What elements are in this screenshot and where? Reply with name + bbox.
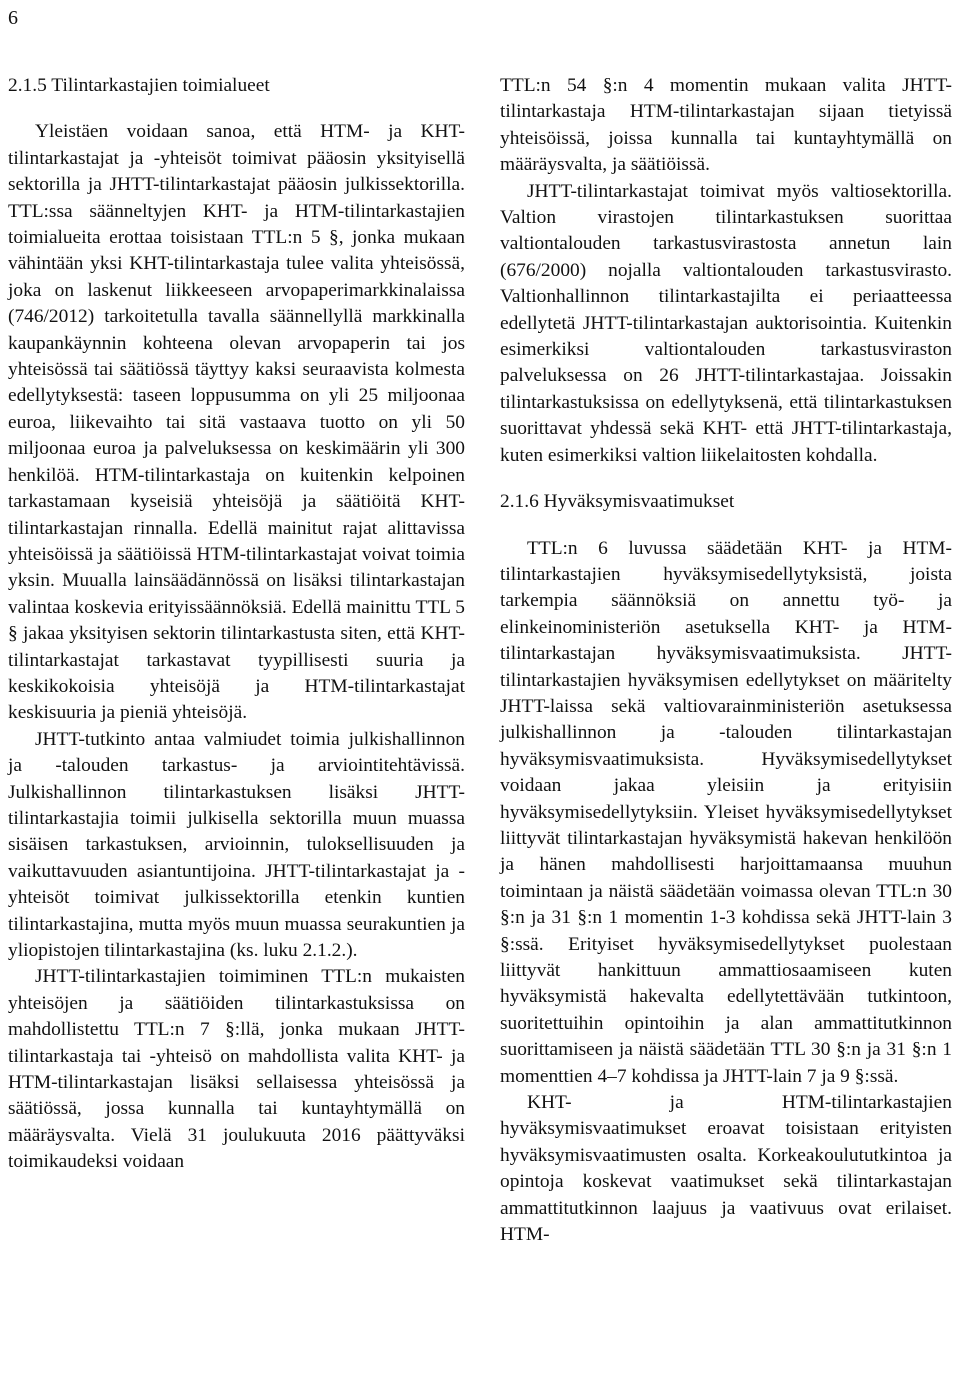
right-paragraph-3: TTL:n 6 luvussa säädetään KHT- ja HTM-tilintarkastajien hyväksymisedellytyksistä, joista tarkempia säännöksiä on annettu työ- ja elinkeinoministeriön asetuksella KHT- ja HTM-tilintarkastajan hyväksymisvaatimuksista. JHTT-tilintarkastajien hyväksymisen edellytykset on määritelty JHTT-laissa sekä valtiovarainministeriön asetuksessa julkishallinnon ja -talouden tilintarkastajan hyväksymisvaatimuksista. Hyväksymisedellytykset voidaan jakaa yleisiin ja erityisiin hyväksymisedellytyksiin. Yleiset hyväksymisedellytykset liittyvät tilintarkastajan hyväksymistä hakevan henkilöön ja hänen mahdollisesti harjoittamaansa muuhun toimintaan ja näistä säädetään voimassa olevan TTL:n 30 §:n ja 31 §:n 1 momentin 1-3 kohdissa sekä JHTT-lain 3 §:ssä. Erityiset hyväksymisedellytykset puolestaan liittyvät hankittuun ammattiosaamiseen kuten hyväksymistä hakevalta edellytettävään tutkintoon, suoritettuihin opintoihin ja alan ammattitutkinnon suorittamiseen ja näistä säädetään TTL 30 §:n ja 31 §:n 1 momenttien 4–7 kohdissa ja JHTT-lain 7 ja 9 §:ssä.	[500, 537, 952, 1087]
left-paragraph-1: Yleistäen voidaan sanoa, että HTM- ja KHT-tilintarkastajat ja -yhteisöt toimivat pääosin yksityisellä sektorilla ja JHTT-tilintarkastajat pääosin julkissektorilla. TTL:ssa säänneltyjen KHT- ja HTM-tilintarkastajien toimialueita erottaa toisistaan TTL:n 5 §, jonka mukaan vähintään yksi KHT-tilintarkastaja tulee valita yhteisössä, joka on laskenut liikkeeseen arvopaperimarkkinalaissa (746/2012) tarkoitetulla tavalla säännellyllä markkinalla kaupankäynnin kohteena olevan arvopaperin tai jos yhteisössä tai säätiössä täyttyy kaksi seuraavista kolmesta edellytyksestä: taseen loppusumma on yli 25 miljoonaa euroa, liikevaihto tai sitä vastaava tuotto on yli 50 miljoonaa euroa ja palveluksessa on keskimäärin yli 300 henkilöä. HTM-tilintarkastaja on kuitenkin kelpoinen tarkastamaan kyseisiä yhteisöjä ja säätiöitä KHT-tilintarkastajan rinnalla. Edellä mainitut rajat alittavissa yhteisöissä ja säätiöissä HTM-tilintarkastajat voivat toimia yksin. Muualla lainsäädännössä on lisäksi tilintarkastajan valintaa koskevia erityissäännöksiä. Edellä mainittu TTL 5 § jakaa yksityisen sektorin tilintarkastusta siten, että KHT-tilintarkastajat tarkastavat tyypillisesti suuria ja keskikokoisia yhteisöjä ja HTM-tilintarkastajat keskisuuria ja pieniä yhteisöjä.	[8, 121, 465, 724]
section-heading-2-1-6: 2.1.6 Hyväksymisvaatimukset	[500, 491, 735, 513]
page-number: 6	[8, 7, 18, 29]
left-column	[8, 73, 465, 1176]
section-heading-2-1-5: 2.1.5 Tilintarkastajien toimialueet	[8, 75, 270, 96]
right-paragraph-2: JHTT-tilintarkastajat toimivat myös valtiosektorilla. Valtion virastojen tilintarkastuksen suorittaa valtiontalouden tarkastusvirastosta annetun lain (676/2000) nojalla valtiontalouden tarkastusvirasto. Valtionhallinnon tilintarkastajilta ei periaatteessa edellytetä JHTT-tilintarkastajan auktorisointia. Kuitenkin esimerkiksi valtiontalouden tarkastusviraston palveluksessa on 26 JHTT-tilintarkastajaa. Joissakin tilintarkastuksissa on edellytyksenä, että tilintarkastuksen suorittavat yhdessä sekä KHT- että JHTT-tilintarkastaja, kuten esimerkiksi valtion liikelaitosten kohdalla.	[500, 180, 952, 466]
left-paragraph-2: JHTT-tutkinto antaa valmiudet toimia julkishallinnon ja -talouden tarkastus- ja arviointitehtävissä. Julkishallinnon tilintarkastuksen lisäksi JHTT-tilintarkastajia toimii julkisella sektorilla muun muassa sisäisen tarkastuksen, arvioinnin, tuloksellisuuden ja vaikuttavuuden asiantuntijoina. JHTT-tilintarkastajat ja -yhteisöt toimivat julkissektorilla etenkin kuntien tilintarkastajina, mutta myös muun muassa seurakuntien ja yliopistojen tilintarkastajina (ks. luku 2.1.2.).	[8, 728, 465, 961]
right-paragraph-continued: TTL:n 54 §:n 4 momentin mukaan valita JHTT-tilintarkastaja HTM-tilintarkastajan sijaan tietyissä yhteisöissä, joissa kunnalla tai kuntayhtymällä on määräysvalta, ja säätiöissä.	[500, 75, 952, 176]
right-paragraph-4: KHT- ja HTM-tilintarkastajien hyväksymisvaatimukset eroavat toisistaan erityisten hyväksymisvaatimusten osalta. Korkeakoulututkintoa ja opintoja koskevat vaatimukset sekä tilintarkastajan ammattitutkinnon laajuus ja vaativuus ovat erilaiset. HTM-	[500, 1092, 952, 1246]
right-column	[500, 73, 952, 1248]
left-paragraph-3: JHTT-tilintarkastajien toimiminen TTL:n mukaisten yhteisöjen ja säätiöiden tilintarkastuksissa on mahdollistettu TTL:n 7 §:llä, jonka mukaan JHTT-tilintarkastaja tai -yhteisö on mahdollista valita KHT- ja HTM-tilintarkastajan lisäksi sellaisessa yhteisössä ja säätiössä, jossa kunnalla tai kuntayhtymällä on määräysvalta. Vielä 31 joulukuuta 2016 päättyväksi toimikaudeksi voidaan	[8, 966, 465, 1173]
